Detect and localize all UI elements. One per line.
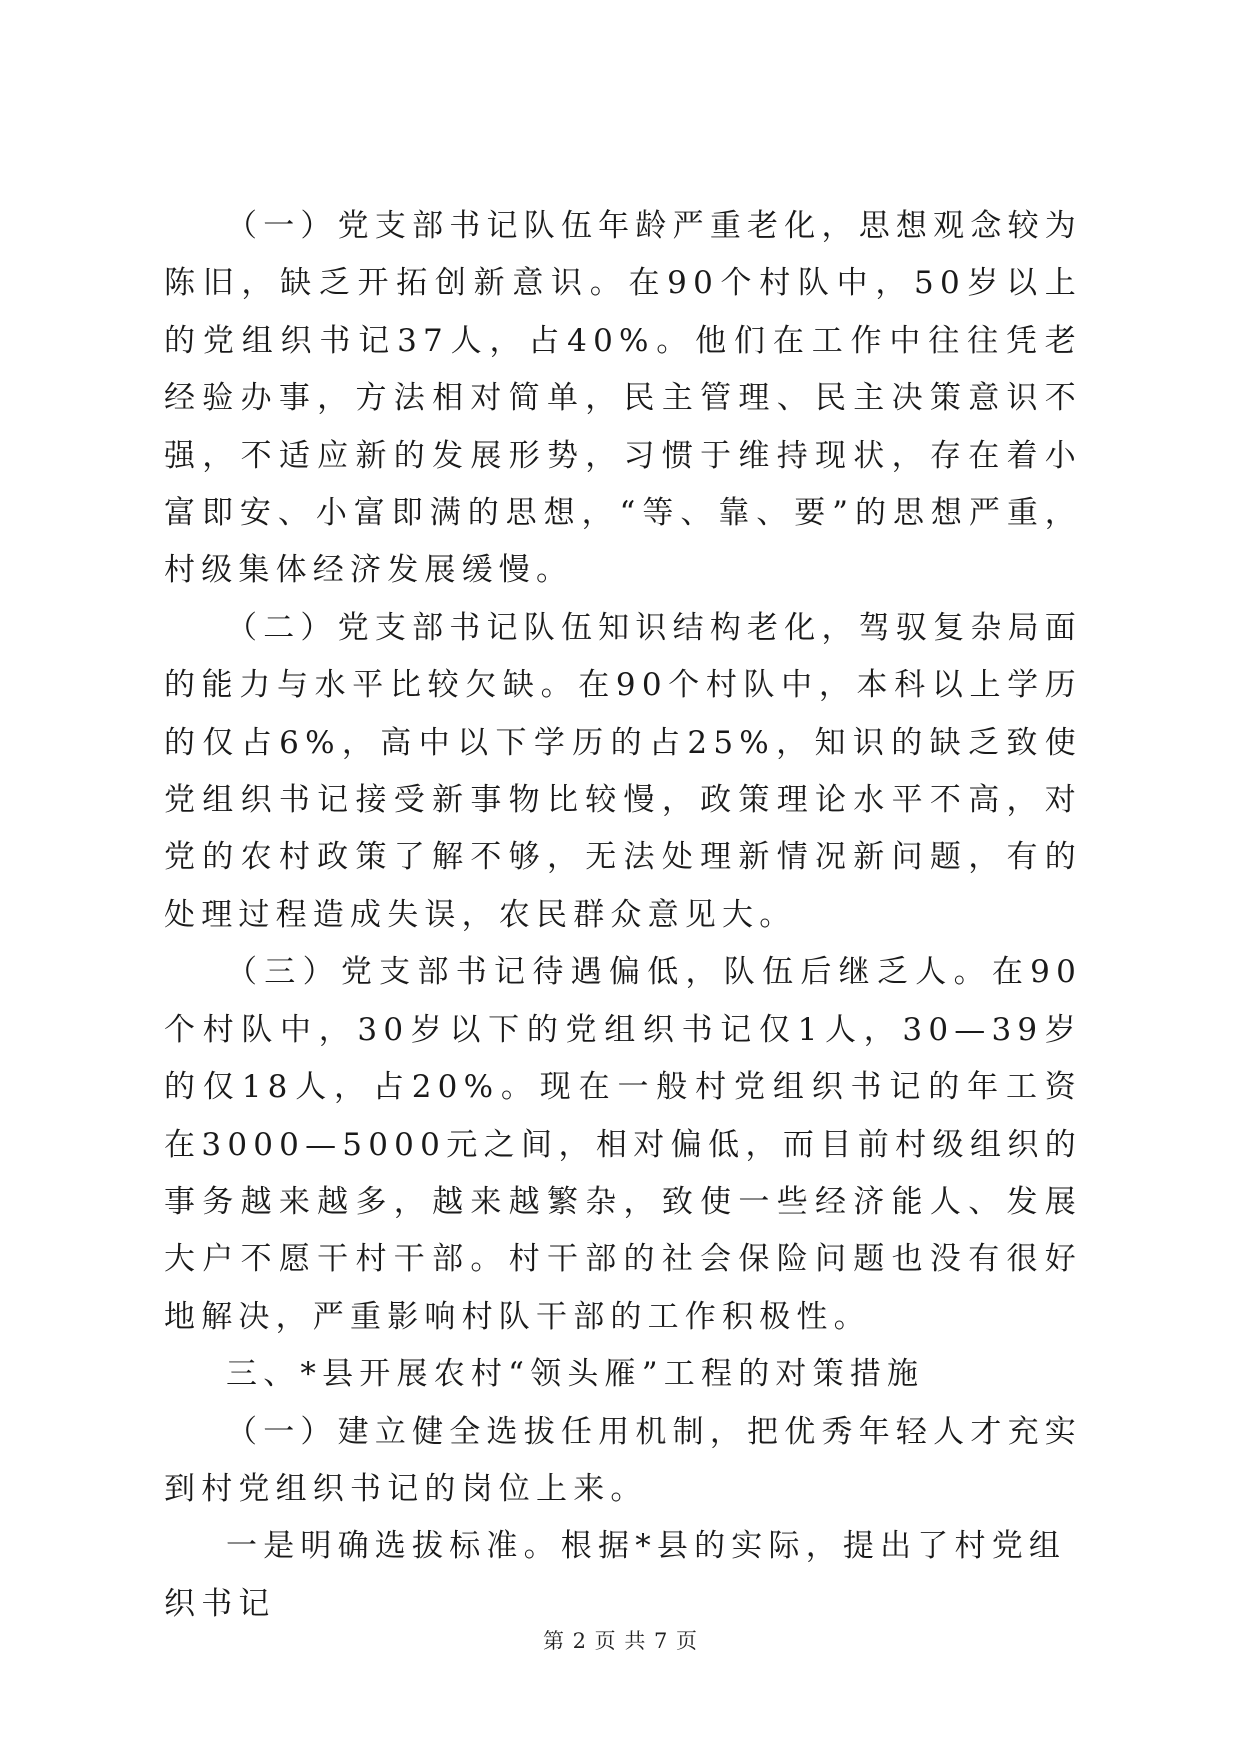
paragraph-aging-issue: （一）党支部书记队伍年龄严重老化，思想观念较为陈旧，缺乏开拓创新意识。在90个村队中，50岁以上的党组织书记37人，占40%。他们在工作中往往凭老经验办事，方法相对简单，民主管理、民主决策意识不强，不适应新的发展形势，习惯于维持现状，存在着小富即安、小富即满的思想，“等、靠、要”的思想严重，村级集体经济发展缓慢。 xyxy=(164,208,1082,589)
paragraph-selection-mechanism: （一）建立健全选拔任用机制，把优秀年轻人才充实到村党组织书记的岗位上来。 xyxy=(164,1413,1082,1507)
page-number-footer: 第 2 页 共 7 页 xyxy=(542,1629,699,1653)
document-body xyxy=(164,198,1082,1633)
section-heading-countermeasures: 三、*县开展农村“领头雁”工程的对策措施 xyxy=(226,1356,925,1393)
paragraph-compensation-issue: （三）党支部书记待遇偏低，队伍后继乏人。在90个村队中，30岁以下的党组织书记仅1人，30—39岁的仅18人，占20%。现在一般村党组织书记的年工资在3000—5000元之间，相对偏低，而目前村级组织的事务越来越多，越来越繁杂，致使一些经济能人、发展大户不愿干村干部。村干部的社会保险问题也没有很好地解决，严重影响村队干部的工作积极性。 xyxy=(164,954,1082,1335)
paragraph-selection-standard: 一是明确选拔标准。根据*县的实际，提出了村党组织书记 xyxy=(164,1528,1067,1622)
paragraph-knowledge-issue: （二）党支部书记队伍知识结构老化，驾驭复杂局面的能力与水平比较欠缺。在90个村队中，本科以上学历的仅占6%，高中以下学历的占25%，知识的缺乏致使党组织书记接受新事物比较慢，政策理论水平不高，对党的农村政策了解不够，无法处理新情况新问题，有的处理过程造成失误，农民群众意见大。 xyxy=(164,609,1082,933)
